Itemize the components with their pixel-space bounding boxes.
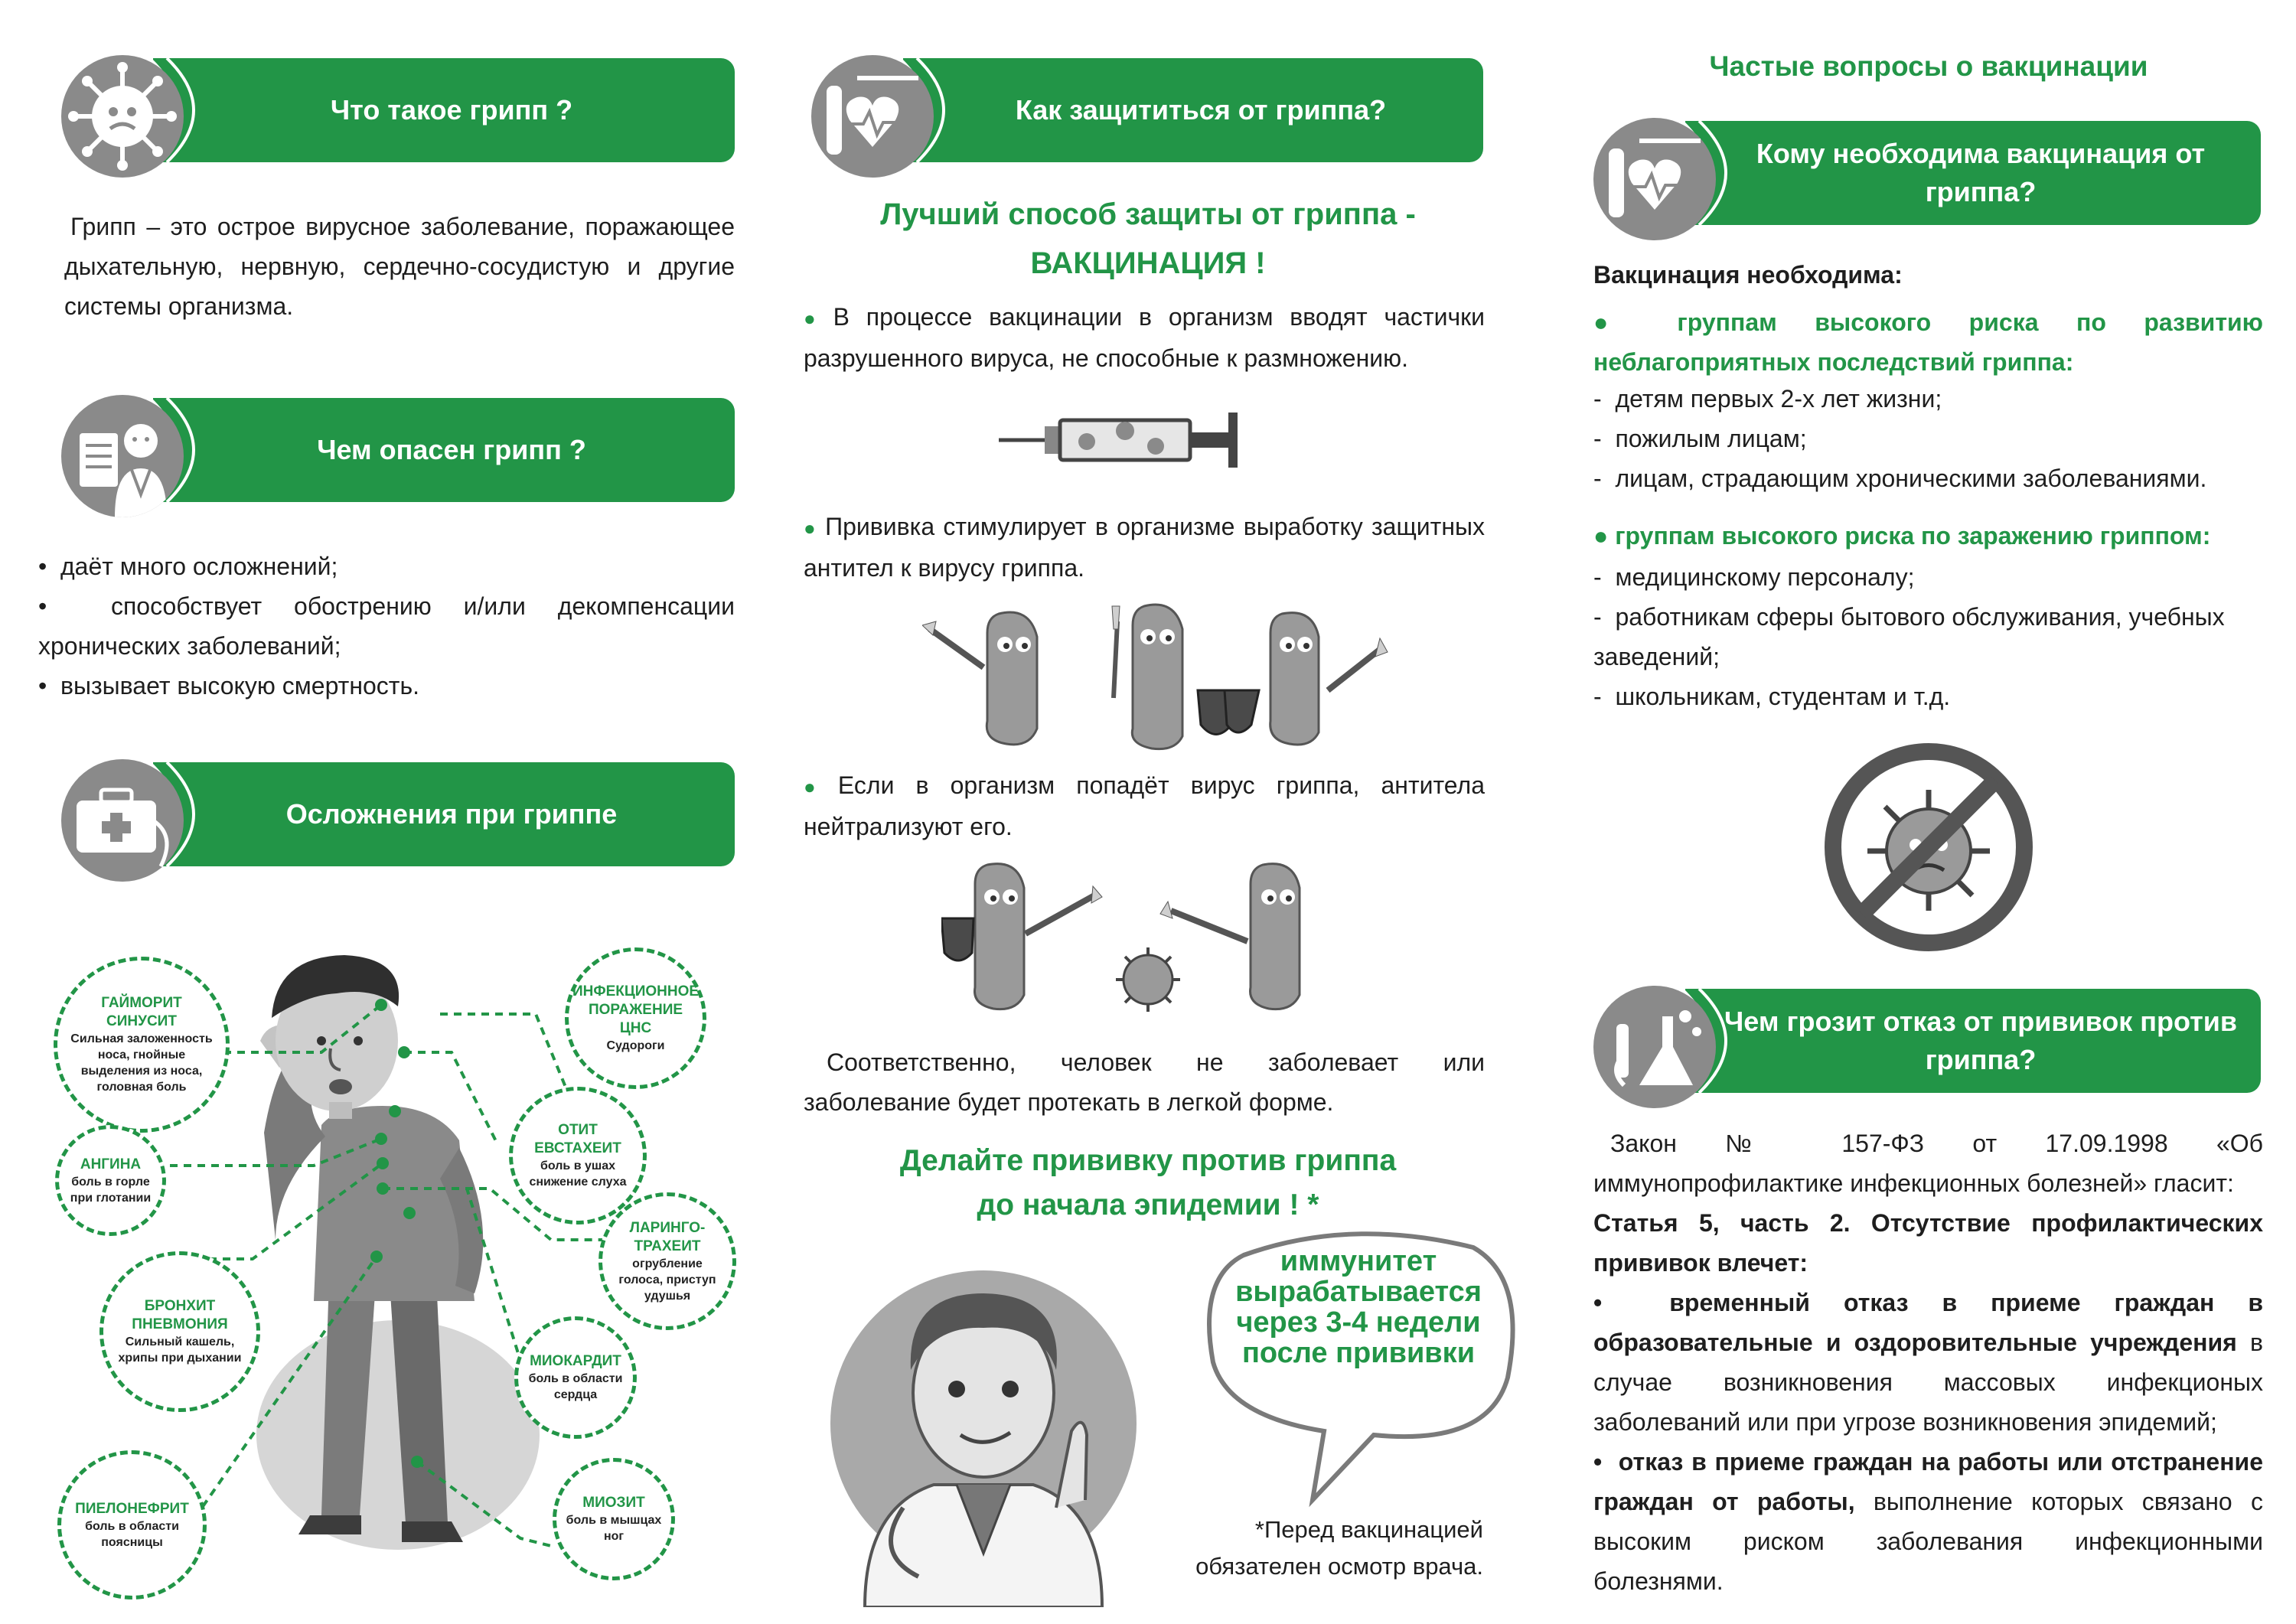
list-item: - лицам, страдающим хроническими заболеваниями.: [1593, 465, 2207, 492]
group2-list: [1593, 557, 2263, 716]
vaccinate-call: Делайте прививку против гриппа до начала эпидемии ! *: [899, 1144, 1397, 1221]
list-item: • даёт много осложнений;: [38, 553, 338, 580]
antibodies-illustration: [922, 591, 1389, 755]
virus-icon: [61, 55, 184, 178]
vaccination-step-2: ● Прививка стимулирует в организме выработку защитных антител к вирусу гриппа.: [804, 513, 1485, 582]
lab-flask-icon: [1593, 986, 1716, 1108]
complication-bubble: ПИЕЛОНЕФРИТ боль в области поясницы: [57, 1450, 207, 1600]
complication-bubble: ИНФЕКЦИОННОЕ ПОРАЖЕНИЕ ЦНС Судороги: [565, 947, 706, 1089]
vaccination-step-1: ● В процессе вакцинации в организм вводят частички разрушенного вируса, не способные к размножению.: [804, 303, 1485, 372]
column-faq: [1531, 0, 2296, 1624]
banner-title: Чем грозит отказ от прививок против гриппа?: [1724, 1006, 2237, 1075]
list-item: • способствует обострению и/или декомпенсации хронических заболеваний;: [38, 592, 735, 660]
doctor-icon: [61, 395, 184, 517]
list-item: - работникам сферы бытового обслуживания, учебных заведений;: [1593, 603, 2225, 670]
banner-who-needs-vaccination: [1593, 121, 2261, 225]
law-article: Статья 5, часть 2. Отсутствие профилактических прививок влечет:: [1593, 1209, 2263, 1277]
vaccination-needed-label: Вакцинация необходима:: [1593, 261, 1903, 289]
banner-complications: [61, 762, 735, 866]
consequence-1: • временный отказ в приеме граждан в образовательные и оздоровительные учреждения в случае возникновения массовых инфекционых заболеваний или при угрозе возникновения эпидемий;: [1593, 1289, 2264, 1436]
footnote: *Перед вакцинацией обязателен осмотр врача.: [1195, 1516, 1483, 1580]
heart-syringe-icon: [811, 55, 934, 178]
dangers-list: [38, 546, 735, 706]
first-aid-kit-icon: [61, 759, 184, 882]
banner-title: Что такое грипп ?: [330, 94, 573, 126]
doctor-illustration: [819, 1232, 1148, 1607]
vaccination-step-3: ● Если в организм попадёт вирус гриппа, антитела нейтрализуют его.: [804, 771, 1485, 840]
banner-why-dangerous: [61, 398, 735, 502]
complication-bubble: ОТИТ ЕВСТАХЕИТ боль в ушах снижение слуха: [509, 1087, 647, 1225]
banner-what-is-flu: [61, 58, 735, 162]
list-item: - детям первых 2-х лет жизни;: [1593, 385, 1942, 413]
banner-refusal-consequences: [1593, 989, 2261, 1093]
list-item: - медицинскому персоналу;: [1593, 563, 1915, 591]
group1-list: [1593, 379, 2263, 498]
banner-title: Чем опасен грипп ?: [317, 434, 586, 465]
no-virus-icon: [1818, 736, 2040, 958]
faq-title: Частые вопросы о вакцинации: [1709, 51, 2148, 82]
banner-title: Кому необходима вакцинация от гриппа?: [1756, 138, 2206, 207]
column-how-to-protect: [765, 0, 1531, 1624]
vaccination-result: Соответственно, человек не заболевает или заболевание будет протекать в легкой форме.: [804, 1048, 1485, 1116]
complication-bubble: ЛАРИНГО-ТРАХЕИТ огрубление голоса, приступ удушья: [598, 1192, 736, 1330]
group1-title: ● группам высокого риска по развитию неблагоприятных последствий гриппа:: [1593, 308, 2264, 376]
complication-bubble: МИОЗИТ боль в мышцах ног: [553, 1458, 675, 1580]
heart-syringe-icon: [1593, 118, 1716, 240]
law-citation: Закон № 157-ФЗ от 17.09.1998 «Об иммунопрофилактике инфекционных болезней» гласит:: [1593, 1130, 2263, 1197]
list-item: • вызывает высокую смертность.: [38, 672, 420, 699]
complication-bubble: АНГИНА боль в горле при глотании: [55, 1125, 166, 1236]
antibodies-vs-virus-illustration: [941, 850, 1355, 1022]
group2-title: ● группам высокого риска по заражению гриппом:: [1593, 522, 2211, 549]
flu-definition: Грипп – это острое вирусное заболевание, поражающее дыхательную, нервную, сердечно-сосудистую и другие системы организма.: [64, 213, 735, 320]
list-item: - пожилым лицам;: [1593, 425, 1807, 452]
list-item: - школьникам, студентам и т.д.: [1593, 683, 1951, 710]
banner-how-to-protect: [811, 58, 1483, 162]
complication-bubble: МИОКАРДИТ боль в области сердца: [514, 1316, 637, 1439]
complication-bubble: БРОНХИТ ПНЕВМОНИЯ Сильный кашель, хрипы при дыхании: [99, 1251, 260, 1412]
syringe-illustration: [999, 409, 1251, 471]
best-protection-headline: Лучший способ защиты от гриппа - ВАКЦИНАЦИЯ !: [880, 197, 1416, 280]
complication-bubble: ГАЙМОРИТ СИНУСИТ Сильная заложенность носа, гнойные выделения из носа, головная боль: [54, 957, 230, 1133]
immunity-text: иммунитет вырабатывается через 3-4 недели после прививки: [1235, 1245, 1482, 1369]
consequence-2: • отказ в приеме граждан на работы или отстранение граждан от работы, выполнение которых связано с высоким риском заболевания инфекционными болезнями.: [1593, 1448, 2264, 1595]
banner-title: Как защититься от гриппа?: [1015, 94, 1387, 126]
column-what-is-flu: [0, 0, 765, 1624]
banner-title: Осложнения при гриппе: [285, 798, 618, 830]
